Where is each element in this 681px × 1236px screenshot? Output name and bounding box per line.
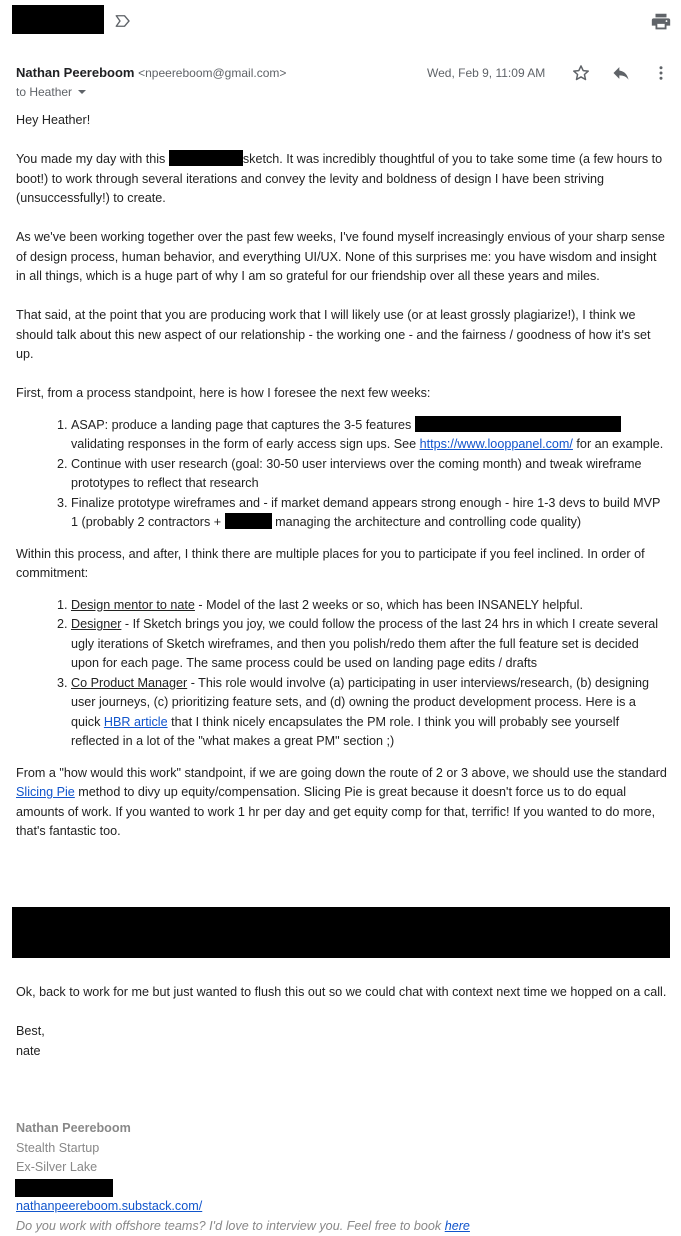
sender-name[interactable]: Nathan Peereboom [16, 65, 135, 80]
email-body-end [16, 983, 668, 1061]
recipient-label: to Heather [16, 85, 73, 99]
booking-link[interactable]: here [444, 1218, 470, 1233]
paragraph-5: Within this process, and after, I think there are multiple places for you to participate if you feel inclined. In order of commitment: [16, 546, 645, 580]
closing: Best, [16, 1024, 45, 1038]
paragraph-4: First, from a process standpoint, here is how I foresee the next few weeks: [16, 386, 431, 400]
signature-note: Do you work with offshore teams? I'd love to interview you. Feel free to book here [16, 1218, 470, 1233]
label-outline-icon[interactable] [114, 12, 132, 30]
print-icon[interactable] [650, 11, 672, 33]
list-item: 3. Co Product Manager - This role would involve (a) participating in user interviews/research, (b) designing user journeys, (c) prioritizing feature sets, and (d) owning the product development process. Here is a quick HBR article that I think nicely encapsulates the PM role. I think you will probably see yourself reflected in a lot of the "what makes a great PM" section ;) [71, 674, 668, 752]
closing-name: nate [16, 1043, 41, 1058]
slicing-pie-link[interactable]: Slicing Pie [16, 785, 75, 799]
roles-list [16, 596, 668, 752]
signature-name: Nathan Peereboom [16, 1121, 131, 1135]
signature-line: Stealth Startup [16, 1140, 100, 1155]
toolbar [0, 0, 681, 42]
star-outline-icon[interactable] [571, 63, 591, 83]
redacted-text [225, 513, 272, 529]
signature-line: Ex-Silver Lake [16, 1160, 98, 1174]
message-date: Wed, Feb 9, 11:09 AM [427, 66, 546, 80]
sender-email: <npeereboom@gmail.com> [138, 66, 287, 80]
substack-link[interactable]: nathanpeereboom.substack.com/ [16, 1199, 203, 1213]
paragraph-2: As we've been working together over the past few weeks, I've found myself increasingly envious of your sharp sense of design process, human behavior, and everything UI/UX. None of this surprises me: you have wisdom and insight in all things, which is a huge part of why I am so grateful for our friendship over all these years and miles. [16, 230, 665, 283]
more-vert-icon[interactable] [652, 63, 670, 83]
signature-links [16, 1197, 668, 1236]
signature [16, 1119, 668, 1178]
recipient-dropdown[interactable] [16, 85, 86, 99]
chevron-down-icon [78, 90, 86, 94]
list-item: 2. Designer - If Sketch brings you joy, we could follow the process of the last 24 hrs in which I create several ugly iterations of Sketch wireframes, and then you polish/redo them after the full feature set is decided upon for each page. The same process could be used on landing page edits / drafts [71, 615, 668, 674]
reply-icon[interactable] [610, 63, 632, 83]
paragraph-7: Ok, back to work for me but just wanted to flush this out so we could chat with context next time we hopped on a call. [16, 985, 667, 999]
redacted-subject [12, 5, 104, 34]
list-item: 1. ASAP: produce a landing page that captures the 3-5 features validating responses in the form of early access sign ups. See https://www.looppanel.com/ for an example. [71, 416, 668, 455]
process-list [16, 416, 668, 533]
paragraph-6: From a "how would this work" standpoint, if we are going down the route of 2 or 3 above, we should use the standard Slicing Pie method to divy up equity/compensation. Slicing Pie is great because it doesn't force us to do equal amounts of work. If you wanted to work 1 hr per day and get equity comp for that, terrific! If you wanted to do more, that's fantastic too. [16, 765, 667, 838]
list-item: 3. Finalize prototype wireframes and - if market demand appears strong enough - hire 1-3 devs to build MVP 1 (probably 2 contractors + managing the architecture and controlling code quality) [71, 494, 668, 533]
redacted-block [12, 907, 670, 958]
email-body [16, 111, 668, 842]
redacted-text [15, 1179, 113, 1197]
hbr-article-link[interactable]: HBR article [103, 714, 168, 729]
list-item: 2. Continue with user research (goal: 30-50 user interviews over the coming month) and tweak wireframe prototypes to reflect that research [71, 455, 668, 494]
sender-row [16, 65, 666, 85]
looppanel-link[interactable]: https://www.looppanel.com/ [419, 437, 573, 451]
paragraph-3: That said, at the point that you are producing work that I will likely use (or at least grossly plagiarize!), I think we should talk about this new aspect of our relationship - the working one - and the fairness / goodness of how it's set up. [16, 308, 651, 361]
paragraph-1: You made my day with this sketch. It was incredibly thoughtful of you to take some time (a few hours to boot!) to work through several iterations and convey the levity and boldness of design I have been striving (unsuccessfully!) to create. [16, 152, 663, 205]
greeting: Hey Heather! [16, 113, 91, 127]
list-item: 1. Design mentor to nate - Model of the last 2 weeks or so, which has been INSANELY helpful. [71, 596, 668, 616]
redacted-text [415, 416, 621, 432]
redacted-text [169, 150, 243, 166]
